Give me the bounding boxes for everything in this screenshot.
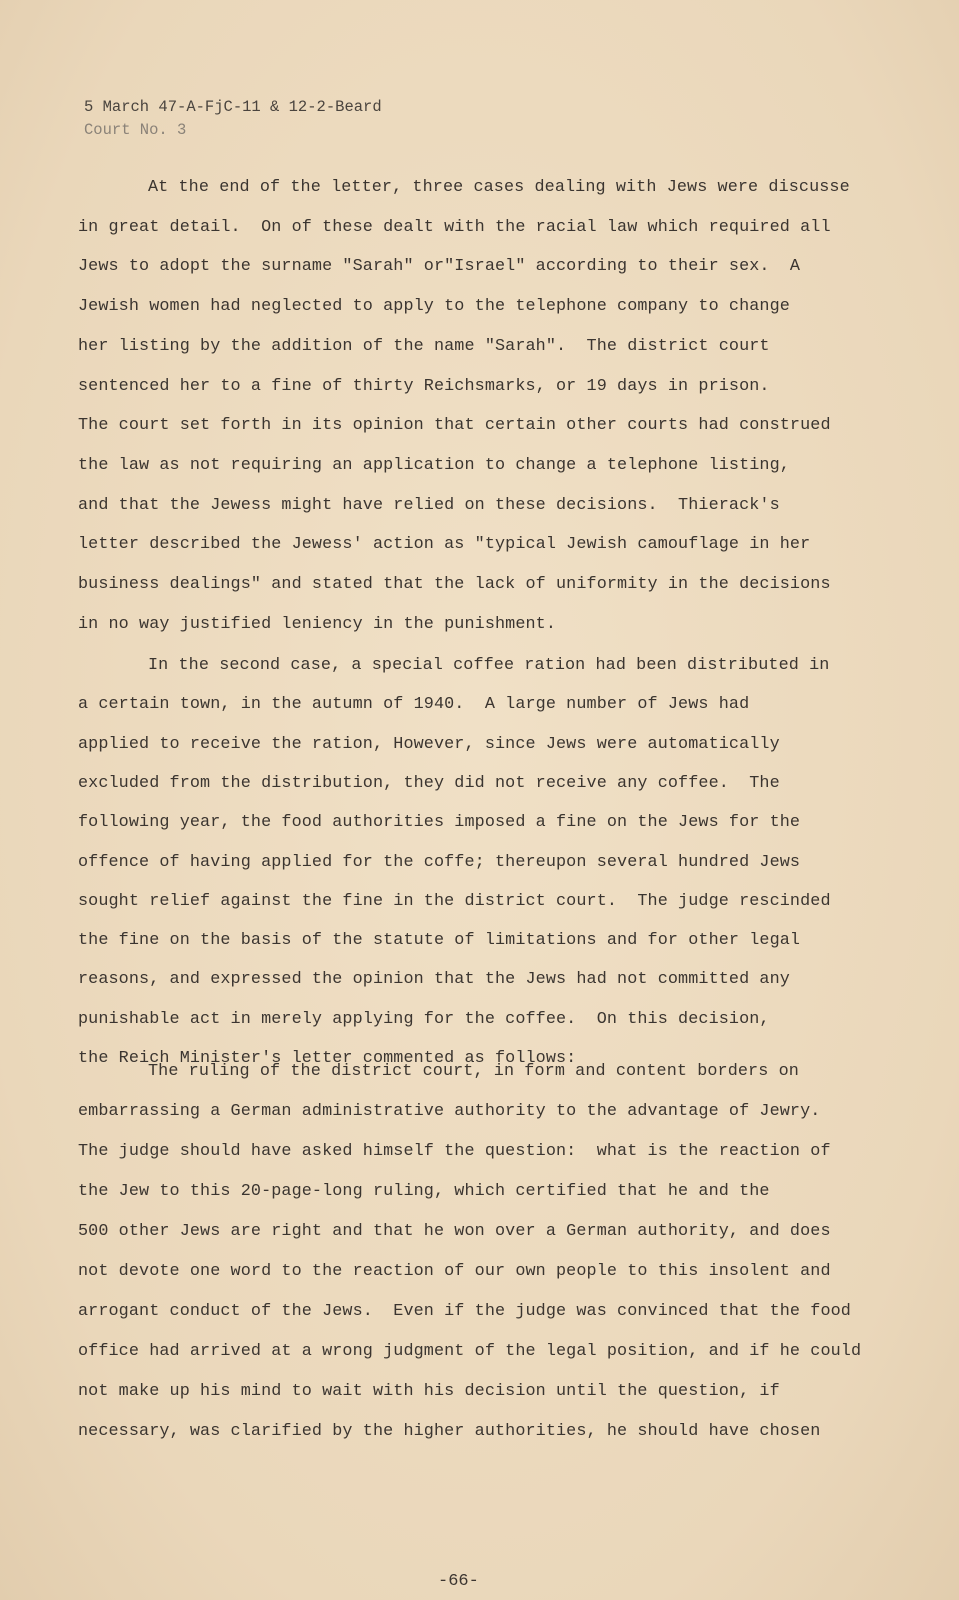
text-line: in no way justified leniency in the punishment. <box>78 614 557 634</box>
text-line: the Jew to this 20-page-long ruling, which certified that he and the <box>78 1182 770 1201</box>
text-line: excluded from the distribution, they did not receive any coffee. The <box>78 773 780 793</box>
text-line: 500 other Jews are right and that he won over a German authority, and does <box>78 1222 831 1241</box>
text-line: The judge should have asked himself the question: what is the reaction of <box>78 1142 831 1161</box>
text-line: office had arrived at a wrong judgment of the legal position, and if he could <box>78 1342 862 1361</box>
text-line: business dealings" and stated that the lack of uniformity in the decisions <box>78 575 831 594</box>
text-line: The ruling of the district court, in form and content borders on <box>148 1062 799 1081</box>
text-line: the Reich Minister's letter commented as follows: <box>78 1049 577 1068</box>
text-line: Jews to adopt the surname "Sarah" or"Israel" according to their sex. A <box>78 257 801 277</box>
text-line: embarrassing a German administrative authority to the advantage of Jewry. <box>78 1102 821 1121</box>
text-line: Jewish women had neglected to apply to the telephone company to change <box>78 297 790 317</box>
text-line: her listing by the addition of the name "Sarah". The district court <box>78 336 770 356</box>
text-line: In the second case, a special coffee ration had been distributed in <box>148 656 830 675</box>
text-line: reasons, and expressed the opinion that the Jews had not committed any <box>78 970 790 990</box>
text-line: applied to receive the ration, However, since Jews were automatically <box>78 734 780 754</box>
text-line: letter described the Jewess' action as "typical Jewish camouflage in her <box>78 535 811 555</box>
text-line: offence of having applied for the coffe; thereupon several hundred Jews <box>78 852 801 872</box>
text-line: not devote one word to the reaction of our own people to this insolent and <box>78 1262 831 1281</box>
header-line-1: 5 March 47-A-FjC-11 & 12-2-Beard <box>84 98 382 116</box>
text-line: not make up his mind to wait with his decision until the question, if <box>78 1382 780 1401</box>
text-line: in great detail. On of these dealt with the racial law which required all <box>78 217 831 237</box>
header-line-2: Court No. 3 <box>84 121 187 139</box>
text-line: sentenced her to a fine of thirty Reichsmarks, or 19 days in prison. <box>78 376 770 396</box>
text-line: a certain town, in the autumn of 1940. A large number of Jews had <box>78 695 750 715</box>
text-line: and that the Jewess might have relied on these decisions. Thierack's <box>78 495 780 515</box>
text-line: At the end of the letter, three cases dealing with Jews were discusse <box>148 178 850 197</box>
text-line: The court set forth in its opinion that certain other courts had construed <box>78 416 831 436</box>
text-line: necessary, was clarified by the higher authorities, he should have chosen <box>78 1422 821 1441</box>
page-number: -66- <box>438 1572 479 1591</box>
text-line: arrogant conduct of the Jews. Even if the judge was convinced that the food <box>78 1302 851 1321</box>
text-line: following year, the food authorities imposed a fine on the Jews for the <box>78 813 801 833</box>
text-line: the fine on the basis of the statute of limitations and for other legal <box>78 931 801 951</box>
text-line: punishable act in merely applying for the coffee. On this decision, <box>78 1009 770 1029</box>
text-line: the law as not requiring an application to change a telephone listing, <box>78 455 790 475</box>
text-line: sought relief against the fine in the district court. The judge rescinded <box>78 891 831 911</box>
